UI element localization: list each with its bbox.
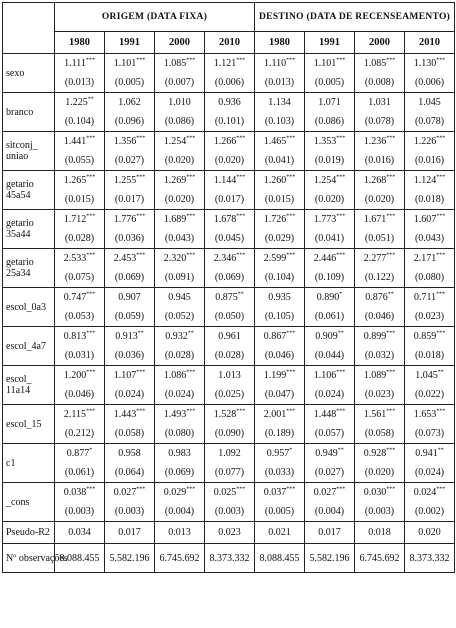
coefficient-cell: 1.013 [205, 366, 255, 386]
std-error-cell: (0.029) [255, 229, 305, 249]
coefficient-cell: 1.225** [55, 93, 105, 113]
std-error-cell: (0.075) [55, 268, 105, 288]
group-header-origem: ORIGEM (DATA FIXA) [55, 3, 255, 32]
variable-label: escol_4a7 [3, 327, 55, 366]
std-error-cell: (0.020) [155, 151, 205, 171]
coefficient-cell: 1.200*** [55, 366, 105, 386]
std-error-cell: (0.004) [155, 502, 205, 522]
table-row [3, 346, 455, 366]
coefficient-cell: 1.085*** [355, 54, 405, 74]
coefficient-cell: 1.773*** [305, 210, 355, 230]
coefficient-cell: 1.254*** [305, 171, 355, 191]
variable-label: sitconj_ uniao [3, 132, 55, 171]
std-error-cell: (0.080) [405, 268, 455, 288]
coefficient-cell: 2.320*** [155, 249, 205, 269]
value-cell: 0.023 [205, 522, 255, 544]
std-error-cell: (0.080) [155, 424, 205, 444]
coefficient-cell: 1.110*** [255, 54, 305, 74]
coefficient-cell: 0.030*** [355, 483, 405, 503]
coefficient-cell: 1.062 [105, 93, 155, 113]
year-header: 1980 [55, 32, 105, 54]
std-error-cell: (0.017) [205, 190, 255, 210]
coefficient-cell: 2.346*** [205, 249, 255, 269]
value-cell: 0.017 [105, 522, 155, 544]
std-error-cell: (0.078) [405, 112, 455, 132]
table-row [3, 288, 455, 308]
std-error-cell: (0.061) [55, 463, 105, 483]
std-error-cell: (0.024) [405, 463, 455, 483]
std-error-cell: (0.023) [355, 385, 405, 405]
std-error-cell: (0.086) [155, 112, 205, 132]
std-error-cell: (0.006) [205, 73, 255, 93]
variable-label: Nº observações [3, 544, 55, 573]
table-row [3, 190, 455, 210]
std-error-cell: (0.096) [105, 112, 155, 132]
std-error-cell: (0.013) [55, 73, 105, 93]
std-error-cell: (0.058) [355, 424, 405, 444]
std-error-cell: (0.053) [55, 307, 105, 327]
coefficient-cell: 2.171*** [405, 249, 455, 269]
std-error-cell: (0.069) [155, 463, 205, 483]
coefficient-cell: 1.101*** [105, 54, 155, 74]
std-error-cell: (0.023) [405, 307, 455, 327]
value-cell: 0.020 [405, 522, 455, 544]
std-error-cell: (0.052) [155, 307, 205, 327]
std-error-cell: (0.024) [155, 385, 205, 405]
coefficient-cell: 0.936 [205, 93, 255, 113]
std-error-cell: (0.045) [205, 229, 255, 249]
coefficient-cell: 0.983 [155, 444, 205, 464]
coefficient-cell: 1.441*** [55, 132, 105, 152]
coefficient-cell: 1.045 [405, 93, 455, 113]
coefficient-cell: 0.957* [255, 444, 305, 464]
std-error-cell: (0.020) [355, 190, 405, 210]
coefficient-cell: 1.671*** [355, 210, 405, 230]
coefficient-cell: 0.037*** [255, 483, 305, 503]
coefficient-cell: 1.031 [355, 93, 405, 113]
value-cell: 8.373.332 [205, 544, 255, 573]
coefficient-cell: 1.089*** [355, 366, 405, 386]
table-row [3, 502, 455, 522]
std-error-cell: (0.004) [305, 502, 355, 522]
std-error-cell: (0.061) [305, 307, 355, 327]
std-error-cell: (0.005) [105, 73, 155, 93]
coefficient-cell: 1.356*** [105, 132, 155, 152]
std-error-cell: (0.032) [355, 346, 405, 366]
year-header-row [3, 32, 455, 54]
std-error-cell: (0.016) [405, 151, 455, 171]
table-row [3, 229, 455, 249]
table-row [3, 210, 455, 230]
coefficient-cell: 0.961 [205, 327, 255, 347]
coefficient-cell: 1.266*** [205, 132, 255, 152]
coefficient-cell: 1.528*** [205, 405, 255, 425]
table-row [3, 405, 455, 425]
std-error-cell: (0.055) [55, 151, 105, 171]
std-error-cell: (0.046) [55, 385, 105, 405]
std-error-cell: (0.005) [305, 73, 355, 93]
value-cell: 6.745.692 [155, 544, 205, 573]
std-error-cell: (0.078) [355, 112, 405, 132]
coefficient-cell: 0.941** [405, 444, 455, 464]
year-header: 1991 [105, 32, 155, 54]
std-error-cell: (0.028) [55, 229, 105, 249]
coefficient-cell: 1.111*** [55, 54, 105, 74]
std-error-cell: (0.005) [255, 502, 305, 522]
std-error-cell: (0.027) [105, 151, 155, 171]
coefficient-cell: 0.890* [305, 288, 355, 308]
std-error-cell: (0.015) [255, 190, 305, 210]
std-error-cell: (0.003) [55, 502, 105, 522]
std-error-cell: (0.064) [105, 463, 155, 483]
coefficient-cell: 1.465*** [255, 132, 305, 152]
std-error-cell: (0.069) [105, 268, 155, 288]
pseudo-r2-row [3, 522, 455, 544]
std-error-cell: (0.057) [305, 424, 355, 444]
std-error-cell: (0.044) [305, 346, 355, 366]
coefficient-cell: 2.115*** [55, 405, 105, 425]
std-error-cell: (0.086) [305, 112, 355, 132]
coefficient-cell: 2.453*** [105, 249, 155, 269]
coefficient-cell: 0.928*** [355, 444, 405, 464]
coefficient-cell: 0.024*** [405, 483, 455, 503]
std-error-cell: (0.020) [155, 190, 205, 210]
coefficient-cell: 1.776*** [105, 210, 155, 230]
std-error-cell: (0.028) [155, 346, 205, 366]
coefficient-cell: 1.236*** [355, 132, 405, 152]
std-error-cell: (0.003) [105, 502, 155, 522]
table-row [3, 268, 455, 288]
std-error-cell: (0.050) [205, 307, 255, 327]
table-row [3, 54, 455, 74]
std-error-cell: (0.006) [405, 73, 455, 93]
coefficient-cell: 0.875** [205, 288, 255, 308]
coefficient-cell: 0.029*** [155, 483, 205, 503]
variable-label: getario 35a44 [3, 210, 55, 249]
table-row [3, 249, 455, 269]
std-error-cell: (0.051) [355, 229, 405, 249]
coefficient-cell: 1.255*** [105, 171, 155, 191]
value-cell: 8.373.332 [405, 544, 455, 573]
coefficient-cell: 0.747*** [55, 288, 105, 308]
coefficient-cell: 1.254*** [155, 132, 205, 152]
coefficient-cell: 1.265*** [55, 171, 105, 191]
std-error-cell: (0.059) [105, 307, 155, 327]
coefficient-cell: 1.561*** [355, 405, 405, 425]
table-row [3, 327, 455, 347]
coefficient-cell: 0.958 [105, 444, 155, 464]
table-row [3, 112, 455, 132]
coefficient-cell: 0.813*** [55, 327, 105, 347]
std-error-cell: (0.007) [155, 73, 205, 93]
table-row [3, 307, 455, 327]
std-error-cell: (0.091) [155, 268, 205, 288]
table-row [3, 444, 455, 464]
std-error-cell: (0.020) [305, 190, 355, 210]
coefficient-cell: 0.859*** [405, 327, 455, 347]
coefficient-cell: 1.268*** [355, 171, 405, 191]
std-error-cell: (0.003) [205, 502, 255, 522]
observations-row [3, 544, 455, 573]
table-row [3, 483, 455, 503]
value-cell: 8.088.455 [55, 544, 105, 573]
coefficient-cell: 1.712*** [55, 210, 105, 230]
coefficient-cell: 1.226*** [405, 132, 455, 152]
std-error-cell: (0.109) [305, 268, 355, 288]
coefficient-cell: 1.353*** [305, 132, 355, 152]
std-error-cell: (0.022) [405, 385, 455, 405]
coefficient-cell: 1.689*** [155, 210, 205, 230]
coefficient-cell: 2.446*** [305, 249, 355, 269]
std-error-cell: (0.046) [255, 346, 305, 366]
year-header: 2000 [355, 32, 405, 54]
value-cell: 6.745.692 [355, 544, 405, 573]
coefficient-cell: 1.653*** [405, 405, 455, 425]
value-cell: 5.582.196 [105, 544, 155, 573]
coefficient-cell: 1.199*** [255, 366, 305, 386]
std-error-cell: (0.025) [205, 385, 255, 405]
coefficient-cell: 2.599*** [255, 249, 305, 269]
std-error-cell: (0.020) [355, 463, 405, 483]
coefficient-cell: 1.124*** [405, 171, 455, 191]
coefficient-cell: 0.945 [155, 288, 205, 308]
coefficient-cell: 1.071 [305, 93, 355, 113]
coefficient-cell: 1.010 [155, 93, 205, 113]
table-row [3, 366, 455, 386]
coefficient-cell: 1.269*** [155, 171, 205, 191]
std-error-cell: (0.047) [255, 385, 305, 405]
coefficient-cell: 0.907 [105, 288, 155, 308]
coefficient-cell: 2.277*** [355, 249, 405, 269]
coefficient-cell: 1.101*** [305, 54, 355, 74]
variable-label: c1 [3, 444, 55, 483]
coefficient-cell: 1.107*** [105, 366, 155, 386]
coefficient-cell: 2.001*** [255, 405, 305, 425]
variable-label: branco [3, 93, 55, 132]
variable-label: getario 45a54 [3, 171, 55, 210]
coefficient-cell: 1.134 [255, 93, 305, 113]
std-error-cell: (0.212) [55, 424, 105, 444]
coefficient-cell: 1.443*** [105, 405, 155, 425]
value-cell: 8.088.455 [255, 544, 305, 573]
variable-label: escol_0a3 [3, 288, 55, 327]
coefficient-cell: 1.085*** [155, 54, 205, 74]
value-cell: 0.013 [155, 522, 205, 544]
coefficient-cell: 1.106*** [305, 366, 355, 386]
std-error-cell: (0.024) [105, 385, 155, 405]
table-row [3, 151, 455, 171]
coefficient-cell: 1.121*** [205, 54, 255, 74]
std-error-cell: (0.008) [355, 73, 405, 93]
value-cell: 0.017 [305, 522, 355, 544]
std-error-cell: (0.041) [255, 151, 305, 171]
coefficient-cell: 0.038*** [55, 483, 105, 503]
std-error-cell: (0.189) [255, 424, 305, 444]
std-error-cell: (0.028) [205, 346, 255, 366]
coefficient-cell: 1.726*** [255, 210, 305, 230]
std-error-cell: (0.020) [205, 151, 255, 171]
table-row [3, 171, 455, 191]
coefficient-cell: 1.260*** [255, 171, 305, 191]
coefficient-cell: 1.493*** [155, 405, 205, 425]
std-error-cell: (0.090) [205, 424, 255, 444]
value-cell: 0.034 [55, 522, 105, 544]
coefficient-cell: 0.867*** [255, 327, 305, 347]
std-error-cell: (0.018) [405, 190, 455, 210]
std-error-cell: (0.036) [105, 229, 155, 249]
coefficient-cell: 0.027*** [105, 483, 155, 503]
std-error-cell: (0.013) [255, 73, 305, 93]
std-error-cell: (0.104) [55, 112, 105, 132]
std-error-cell: (0.031) [55, 346, 105, 366]
year-header: 2010 [405, 32, 455, 54]
table-row [3, 132, 455, 152]
year-header: 2010 [205, 32, 255, 54]
coefficient-cell: 0.932** [155, 327, 205, 347]
std-error-cell: (0.033) [255, 463, 305, 483]
coefficient-cell: 1.607*** [405, 210, 455, 230]
std-error-cell: (0.036) [105, 346, 155, 366]
coefficient-cell: 1.144*** [205, 171, 255, 191]
coefficient-cell: 1.678*** [205, 210, 255, 230]
variable-label: sexo [3, 54, 55, 93]
regression-table [2, 2, 455, 573]
coefficient-cell: 0.909** [305, 327, 355, 347]
variable-label: getario 25a34 [3, 249, 55, 288]
table-row [3, 93, 455, 113]
std-error-cell: (0.027) [305, 463, 355, 483]
group-header-destino: DESTINO (DATA DE RECENSEAMENTO) [255, 3, 455, 32]
std-error-cell: (0.043) [405, 229, 455, 249]
year-header: 2000 [155, 32, 205, 54]
table-row [3, 385, 455, 405]
std-error-cell: (0.122) [355, 268, 405, 288]
coefficient-cell: 0.027*** [305, 483, 355, 503]
coefficient-cell: 0.025*** [205, 483, 255, 503]
std-error-cell: (0.015) [55, 190, 105, 210]
value-cell: 5.582.196 [305, 544, 355, 573]
variable-label: _cons [3, 483, 55, 522]
variable-label: Pseudo-R2 [3, 522, 55, 544]
coefficient-cell: 0.876** [355, 288, 405, 308]
std-error-cell: (0.024) [305, 385, 355, 405]
variable-label: escol_ 11a14 [3, 366, 55, 405]
std-error-cell: (0.101) [205, 112, 255, 132]
std-error-cell: (0.077) [205, 463, 255, 483]
table-row [3, 73, 455, 93]
year-header: 1991 [305, 32, 355, 54]
coefficient-cell: 2.533*** [55, 249, 105, 269]
table-row [3, 463, 455, 483]
year-header: 1980 [255, 32, 305, 54]
std-error-cell: (0.018) [405, 346, 455, 366]
variable-label: escol_15 [3, 405, 55, 444]
coefficient-cell: 0.949** [305, 444, 355, 464]
coefficient-cell: 1.045** [405, 366, 455, 386]
std-error-cell: (0.041) [305, 229, 355, 249]
coefficient-cell: 1.092 [205, 444, 255, 464]
std-error-cell: (0.016) [355, 151, 405, 171]
value-cell: 0.018 [355, 522, 405, 544]
coefficient-cell: 1.448*** [305, 405, 355, 425]
std-error-cell: (0.104) [255, 268, 305, 288]
coefficient-cell: 0.877* [55, 444, 105, 464]
std-error-cell: (0.017) [105, 190, 155, 210]
std-error-cell: (0.103) [255, 112, 305, 132]
std-error-cell: (0.069) [205, 268, 255, 288]
std-error-cell: (0.019) [305, 151, 355, 171]
coefficient-cell: 1.086*** [155, 366, 205, 386]
std-error-cell: (0.002) [405, 502, 455, 522]
coefficient-cell: 0.935 [255, 288, 305, 308]
coefficient-cell: 0.913** [105, 327, 155, 347]
value-cell: 0.021 [255, 522, 305, 544]
std-error-cell: (0.058) [105, 424, 155, 444]
coefficient-cell: 1.130*** [405, 54, 455, 74]
std-error-cell: (0.003) [355, 502, 405, 522]
table-body [3, 54, 455, 573]
std-error-cell: (0.105) [255, 307, 305, 327]
coefficient-cell: 0.899*** [355, 327, 405, 347]
std-error-cell: (0.043) [155, 229, 205, 249]
coefficient-cell: 0.711*** [405, 288, 455, 308]
std-error-cell: (0.046) [355, 307, 405, 327]
std-error-cell: (0.073) [405, 424, 455, 444]
table-row [3, 424, 455, 444]
corner-cell [3, 3, 55, 54]
